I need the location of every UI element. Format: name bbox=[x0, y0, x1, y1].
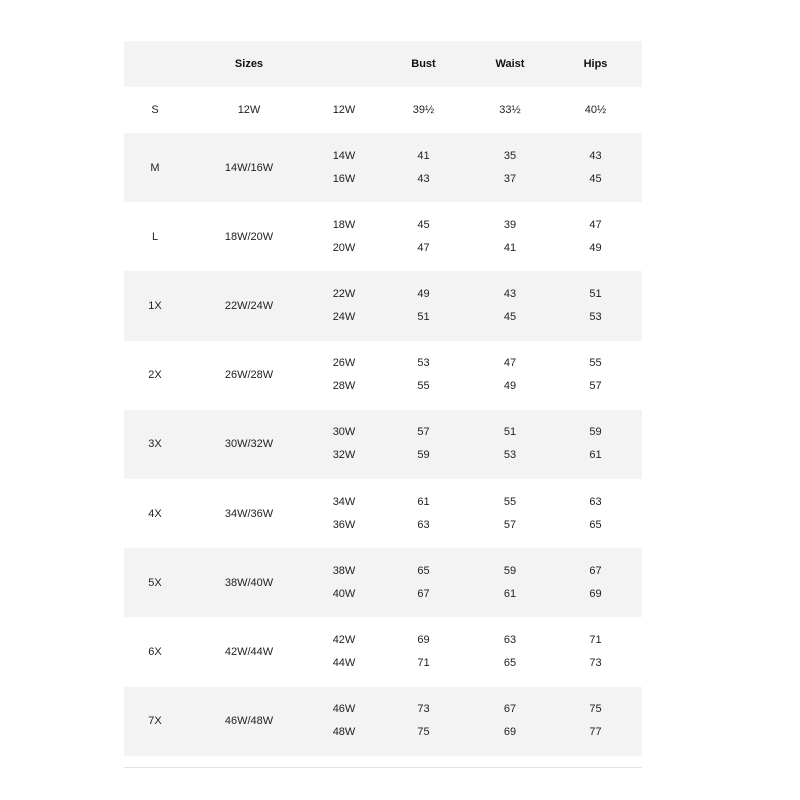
letter-size-cell: 7X bbox=[148, 715, 162, 728]
waist-cell-values bbox=[471, 425, 549, 463]
sizes-value: 42W bbox=[332, 633, 356, 646]
waist-value: 43 bbox=[503, 287, 517, 300]
hips-value: 59 bbox=[589, 426, 602, 439]
table-row bbox=[124, 410, 642, 479]
bust-cell-values bbox=[376, 356, 471, 394]
bust-cell-values bbox=[376, 218, 471, 256]
waist-cell bbox=[471, 617, 549, 686]
size-range-cell: 42W/44W bbox=[224, 645, 274, 658]
sizes-value: 28W bbox=[332, 380, 356, 393]
letter-size-cell: M bbox=[150, 161, 160, 174]
table-row bbox=[124, 687, 642, 756]
header-hips: Hips bbox=[583, 58, 608, 70]
waist-cell-values bbox=[471, 103, 549, 118]
sizes-value: 46W bbox=[332, 703, 356, 716]
table-row bbox=[124, 133, 642, 202]
bust-value: 43 bbox=[417, 172, 430, 185]
waist-cell-values bbox=[471, 149, 549, 187]
womens-size-cell-values bbox=[312, 495, 376, 533]
hips-value: 63 bbox=[589, 495, 602, 508]
hips-cell bbox=[549, 341, 642, 410]
womens-size-cell-values bbox=[312, 564, 376, 602]
bust-cell-values bbox=[376, 702, 471, 740]
letter-size-cell: 3X bbox=[148, 438, 162, 451]
hips-cell bbox=[549, 271, 642, 340]
womens-size-cell bbox=[312, 133, 376, 202]
waist-value: 57 bbox=[503, 518, 517, 531]
hips-cell bbox=[549, 87, 642, 133]
hips-value: 75 bbox=[589, 703, 602, 716]
size-range-cell: 38W/40W bbox=[224, 576, 274, 589]
bust-value: 73 bbox=[417, 703, 430, 716]
bust-cell-values bbox=[376, 287, 471, 325]
hips-value: 45 bbox=[589, 172, 602, 185]
header-sizes: Sizes bbox=[234, 58, 264, 70]
sizes-value: 12W bbox=[332, 103, 356, 116]
bust-cell bbox=[376, 479, 471, 548]
bust-cell bbox=[376, 341, 471, 410]
header-row bbox=[124, 41, 642, 87]
womens-size-cell-values bbox=[312, 149, 376, 187]
waist-cell bbox=[471, 548, 549, 617]
table-row bbox=[124, 87, 642, 133]
waist-cell-values bbox=[471, 356, 549, 394]
bust-value: 75 bbox=[417, 726, 430, 739]
bust-cell bbox=[376, 687, 471, 756]
sizes-value: 34W bbox=[332, 495, 356, 508]
waist-value: 55 bbox=[503, 495, 517, 508]
hips-cell bbox=[549, 410, 642, 479]
waist-cell-values bbox=[471, 702, 549, 740]
bust-value: 63 bbox=[417, 518, 430, 531]
hips-cell bbox=[549, 687, 642, 756]
hips-value: 47 bbox=[589, 218, 602, 231]
hips-value: 73 bbox=[589, 656, 602, 669]
womens-size-cell bbox=[312, 410, 376, 479]
bust-cell bbox=[376, 617, 471, 686]
bust-value: 69 bbox=[417, 633, 430, 646]
hips-value: 55 bbox=[589, 357, 602, 370]
hips-cell-values bbox=[549, 356, 642, 394]
waist-value: 63 bbox=[503, 633, 517, 646]
hips-value: 61 bbox=[589, 449, 602, 462]
header-womens-size bbox=[312, 41, 376, 87]
womens-size-cell-values bbox=[312, 633, 376, 671]
size-chart-table bbox=[124, 41, 642, 756]
waist-cell-values bbox=[471, 218, 549, 256]
waist-value: 47 bbox=[503, 357, 517, 370]
hips-cell-values bbox=[549, 564, 642, 602]
waist-value: 51 bbox=[503, 426, 517, 439]
size-chart-body bbox=[124, 87, 642, 756]
size-range-cell: 12W bbox=[237, 104, 261, 116]
hips-cell-values bbox=[549, 103, 642, 118]
womens-size-cell-values bbox=[312, 103, 376, 118]
letter-size-cell: 6X bbox=[148, 645, 162, 658]
bust-cell bbox=[376, 202, 471, 271]
bust-cell-values bbox=[376, 149, 471, 187]
hips-value: 77 bbox=[589, 726, 602, 739]
hips-cell bbox=[549, 479, 642, 548]
womens-size-cell bbox=[312, 202, 376, 271]
bust-value: 53 bbox=[417, 357, 430, 370]
bust-value: 57 bbox=[417, 426, 430, 439]
table-row bbox=[124, 271, 642, 340]
table-row bbox=[124, 341, 642, 410]
waist-value: 65 bbox=[503, 656, 517, 669]
waist-value: 53 bbox=[503, 449, 517, 462]
size-range-cell: 34W/36W bbox=[224, 507, 274, 520]
letter-size-cell: 2X bbox=[148, 369, 162, 382]
waist-value: 35 bbox=[503, 149, 517, 162]
hips-value: 49 bbox=[589, 241, 602, 254]
womens-size-cell bbox=[312, 687, 376, 756]
bust-value: 45 bbox=[417, 218, 430, 231]
womens-size-cell-values bbox=[312, 218, 376, 256]
waist-value: 69 bbox=[503, 726, 517, 739]
bust-cell-values bbox=[376, 564, 471, 602]
womens-size-cell-values bbox=[312, 356, 376, 394]
bust-value: 49 bbox=[417, 287, 430, 300]
bust-value: 67 bbox=[417, 587, 430, 600]
table-row bbox=[124, 548, 642, 617]
hips-value: 67 bbox=[589, 564, 602, 577]
waist-cell bbox=[471, 87, 549, 133]
waist-value: 37 bbox=[503, 172, 517, 185]
waist-cell bbox=[471, 271, 549, 340]
bust-value: 41 bbox=[417, 149, 430, 162]
waist-value: 61 bbox=[503, 587, 517, 600]
bust-cell bbox=[376, 410, 471, 479]
womens-size-cell bbox=[312, 271, 376, 340]
bust-cell bbox=[376, 548, 471, 617]
sizes-value: 48W bbox=[332, 726, 356, 739]
bust-value: 55 bbox=[417, 380, 430, 393]
bust-value: 59 bbox=[417, 449, 430, 462]
hips-value: 51 bbox=[589, 287, 602, 300]
waist-value: 41 bbox=[503, 241, 517, 254]
sizes-value: 26W bbox=[332, 357, 356, 370]
hips-value: 69 bbox=[589, 587, 602, 600]
waist-cell-values bbox=[471, 495, 549, 533]
sizes-value: 16W bbox=[332, 172, 356, 185]
waist-value: 49 bbox=[503, 380, 517, 393]
size-range-cell: 46W/48W bbox=[224, 715, 274, 728]
size-range-cell: 18W/20W bbox=[224, 230, 274, 243]
sizes-value: 44W bbox=[332, 656, 356, 669]
hips-cell-values bbox=[549, 218, 642, 256]
bust-cell bbox=[376, 87, 471, 133]
bust-value: 39½ bbox=[412, 103, 435, 116]
hips-cell-values bbox=[549, 287, 642, 325]
bust-value: 51 bbox=[417, 310, 430, 323]
bust-value: 61 bbox=[417, 495, 430, 508]
sizes-value: 30W bbox=[332, 426, 356, 439]
bust-cell-values bbox=[376, 495, 471, 533]
header-bust: Bust bbox=[411, 58, 436, 70]
letter-size-cell: 5X bbox=[148, 576, 162, 589]
table-row bbox=[124, 479, 642, 548]
sizes-value: 18W bbox=[332, 218, 356, 231]
sizes-value: 32W bbox=[332, 449, 356, 462]
header-letter-size bbox=[124, 41, 186, 87]
waist-value: 33½ bbox=[499, 103, 521, 116]
table-row bbox=[124, 202, 642, 271]
sizes-value: 36W bbox=[332, 518, 356, 531]
womens-size-cell bbox=[312, 617, 376, 686]
waist-cell bbox=[471, 479, 549, 548]
letter-size-cell: 1X bbox=[148, 299, 162, 312]
size-range-cell: 22W/24W bbox=[224, 299, 274, 312]
letter-size-cell: L bbox=[151, 230, 159, 243]
waist-cell-values bbox=[471, 564, 549, 602]
letter-size-cell: S bbox=[151, 104, 159, 116]
header-waist: Waist bbox=[495, 58, 525, 70]
hips-value: 43 bbox=[589, 149, 602, 162]
bust-cell bbox=[376, 271, 471, 340]
womens-size-cell bbox=[312, 479, 376, 548]
sizes-value: 20W bbox=[332, 241, 356, 254]
waist-cell bbox=[471, 410, 549, 479]
hips-value: 53 bbox=[589, 310, 602, 323]
hips-cell bbox=[549, 133, 642, 202]
sizes-value: 14W bbox=[332, 149, 356, 162]
womens-size-cell bbox=[312, 548, 376, 617]
sizes-value: 22W bbox=[332, 287, 356, 300]
waist-cell bbox=[471, 133, 549, 202]
waist-cell-values bbox=[471, 633, 549, 671]
table-row bbox=[124, 617, 642, 686]
hips-value: 40½ bbox=[584, 103, 607, 116]
bust-value: 71 bbox=[417, 656, 430, 669]
hips-cell-values bbox=[549, 495, 642, 533]
waist-cell bbox=[471, 687, 549, 756]
bust-cell-values bbox=[376, 633, 471, 671]
hips-cell-values bbox=[549, 149, 642, 187]
womens-size-cell-values bbox=[312, 287, 376, 325]
hips-value: 57 bbox=[589, 380, 602, 393]
bust-value: 47 bbox=[417, 241, 430, 254]
hips-cell bbox=[549, 548, 642, 617]
waist-value: 67 bbox=[503, 703, 517, 716]
sizes-value: 24W bbox=[332, 310, 356, 323]
sizes-value: 38W bbox=[332, 564, 356, 577]
sizes-value: 40W bbox=[332, 587, 356, 600]
size-range-cell: 14W/16W bbox=[224, 161, 274, 174]
waist-cell bbox=[471, 341, 549, 410]
womens-size-cell bbox=[312, 341, 376, 410]
hips-cell bbox=[549, 202, 642, 271]
bust-cell bbox=[376, 133, 471, 202]
hips-cell-values bbox=[549, 702, 642, 740]
size-range-cell: 26W/28W bbox=[224, 369, 274, 382]
hips-cell-values bbox=[549, 633, 642, 671]
waist-cell bbox=[471, 202, 549, 271]
womens-size-cell-values bbox=[312, 425, 376, 463]
size-chart-header bbox=[124, 41, 642, 87]
table-bottom-divider bbox=[124, 767, 642, 768]
womens-size-cell bbox=[312, 87, 376, 133]
hips-value: 65 bbox=[589, 518, 602, 531]
hips-value: 71 bbox=[589, 633, 602, 646]
waist-value: 59 bbox=[503, 564, 517, 577]
size-range-cell: 30W/32W bbox=[224, 438, 274, 451]
waist-value: 39 bbox=[503, 218, 517, 231]
letter-size-cell: 4X bbox=[148, 507, 162, 520]
waist-value: 45 bbox=[503, 310, 517, 323]
bust-cell-values bbox=[376, 103, 471, 118]
womens-size-cell-values bbox=[312, 702, 376, 740]
waist-cell-values bbox=[471, 287, 549, 325]
hips-cell bbox=[549, 617, 642, 686]
hips-cell-values bbox=[549, 425, 642, 463]
bust-value: 65 bbox=[417, 564, 430, 577]
bust-cell-values bbox=[376, 425, 471, 463]
